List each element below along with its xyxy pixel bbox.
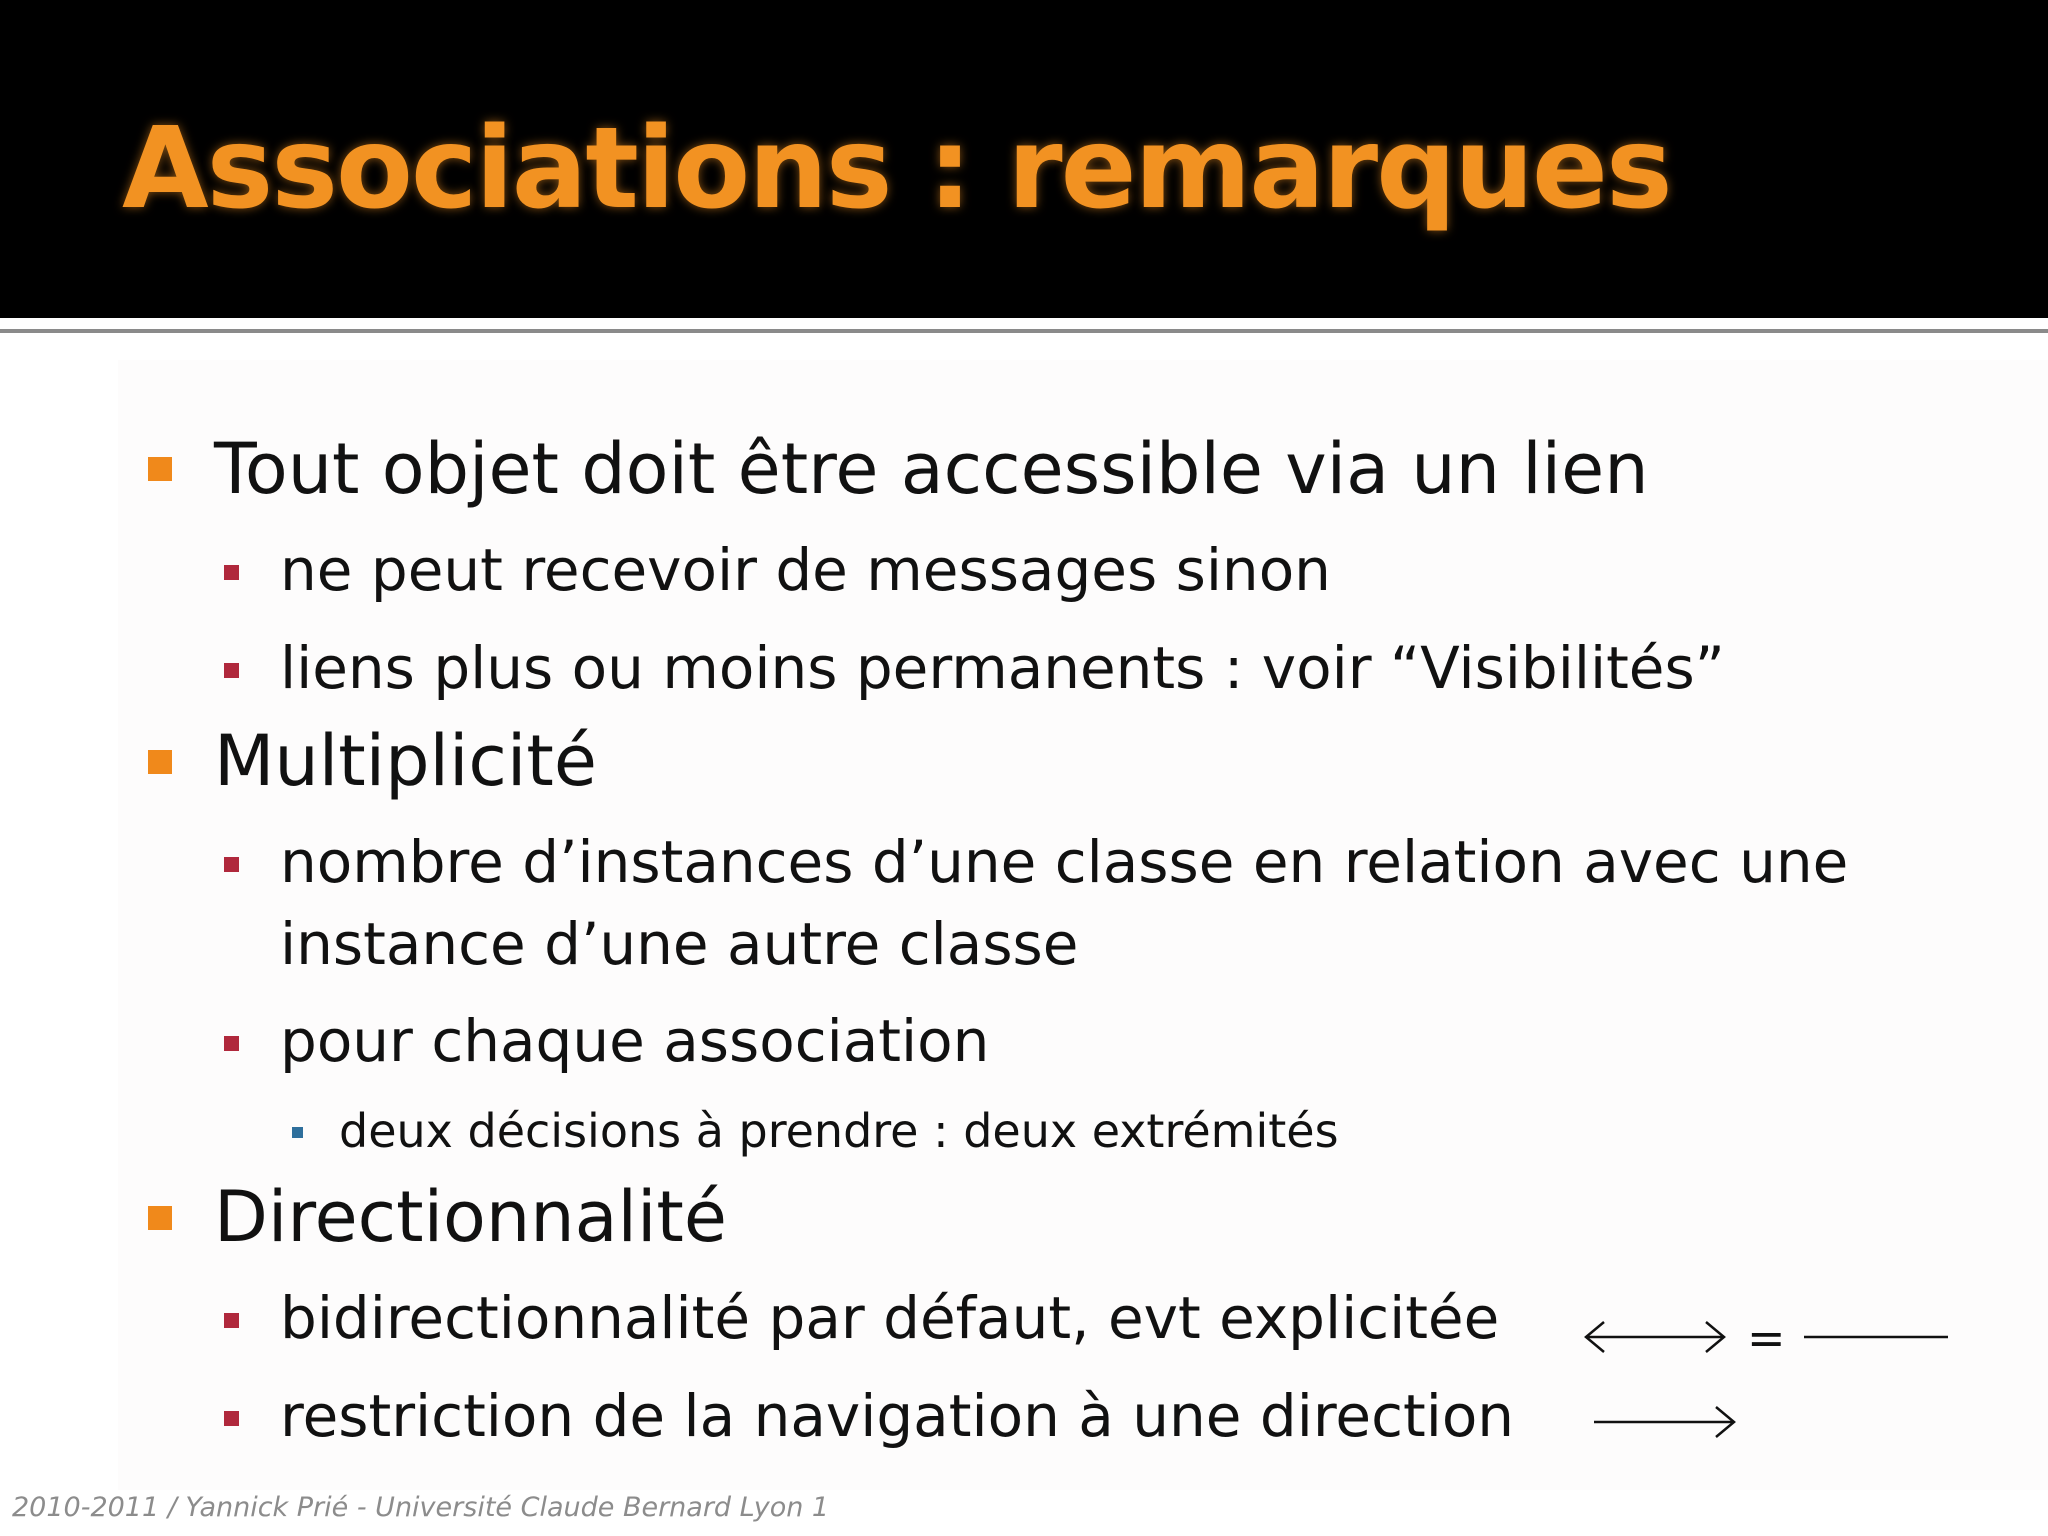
direction-diagram: [1560, 1300, 1960, 1460]
bullet-level1-icon: [148, 750, 172, 774]
bullet-level3-icon: [292, 1127, 303, 1138]
bullet-item: Multiplicité: [214, 720, 597, 802]
sub-bullet-item: pour chaque association: [280, 1007, 990, 1075]
title-divider: [0, 329, 2048, 333]
sub-bullet-item: bidirectionnalité par défaut, evt explicitée: [280, 1284, 1500, 1352]
bullet-level2-icon: [224, 1036, 239, 1051]
bullet-level2-icon: [224, 663, 239, 678]
bullet-level1-icon: [148, 1206, 172, 1230]
bullet-level2-icon: [224, 857, 239, 872]
sub-bullet-item: ne peut recevoir de messages sinon: [280, 536, 1331, 604]
unidirectional-arrow-icon: [1594, 1407, 1734, 1437]
sub-bullet-item: restriction de la navigation à une direction: [280, 1382, 1515, 1450]
bullet-level2-icon: [224, 1411, 239, 1426]
sub-bullet-item: nombre d’instances d’une classe en relation avec une: [280, 828, 1849, 896]
slide-title: Associations : remarques: [122, 104, 1671, 234]
bullet-level2-icon: [224, 565, 239, 580]
bullet-item: Tout objet doit être accessible via un lien: [214, 428, 1649, 510]
sub-sub-bullet-item: deux décisions à prendre : deux extrémités: [339, 1104, 1339, 1158]
bullet-item: Directionnalité: [214, 1176, 727, 1258]
sub-bullet-item-continuation: instance d’une autre classe: [280, 910, 1079, 978]
bullet-level1-icon: [148, 457, 172, 481]
bidirectional-arrow-icon: [1586, 1322, 1724, 1352]
bullet-level2-icon: [224, 1313, 239, 1328]
equals-sign: =: [1747, 1311, 1786, 1365]
slide-footer: 2010-2011 / Yannick Prié - Université Claude Bernard Lyon 1: [12, 1492, 830, 1523]
sub-bullet-item: liens plus ou moins permanents : voir “Visibilités”: [280, 634, 1725, 702]
